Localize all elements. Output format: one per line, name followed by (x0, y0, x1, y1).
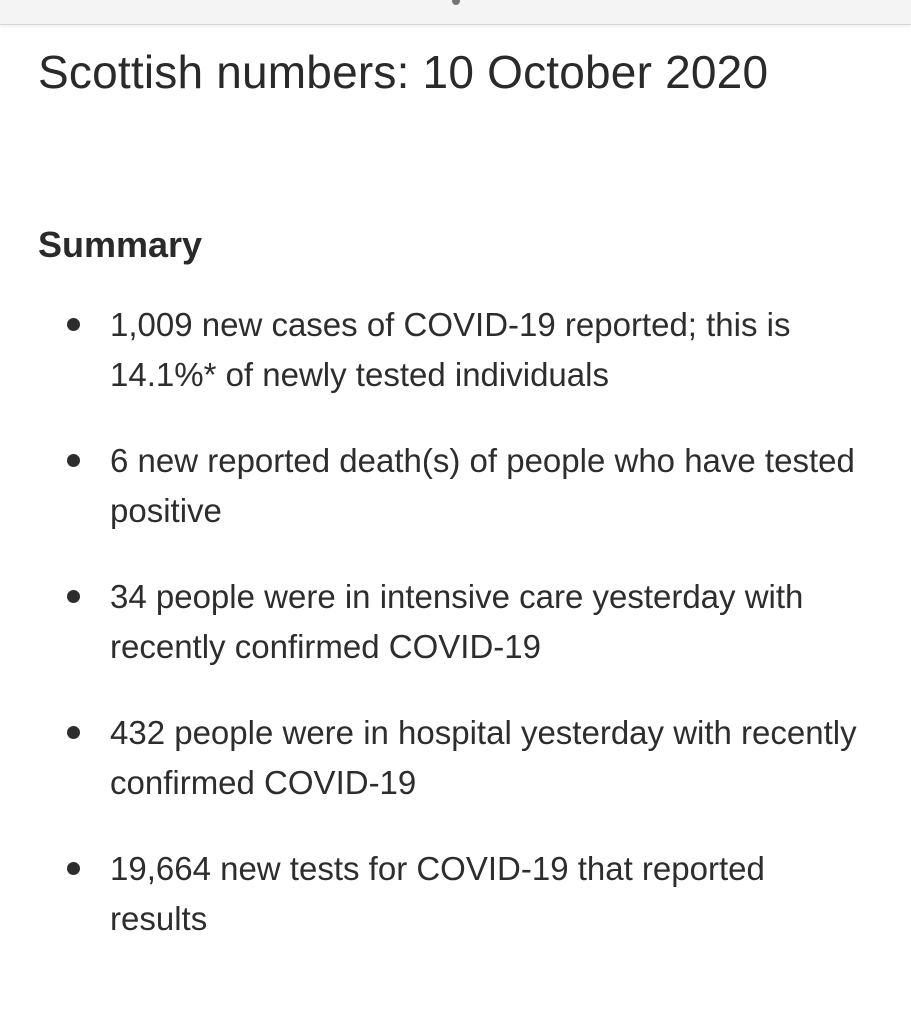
list-item (38, 844, 870, 944)
browser-top-bar (0, 0, 911, 25)
summary-heading: Summary (38, 224, 203, 265)
bullet-icon (67, 862, 80, 875)
cropped-glyph (452, 0, 460, 5)
list-item-text: 19,664 new tests for COVID-19 that reported results (110, 850, 765, 937)
list-item (38, 300, 870, 400)
bullet-icon (67, 590, 80, 603)
article-content (38, 40, 888, 980)
list-item (38, 572, 870, 672)
list-item (38, 708, 870, 808)
list-item-text: 34 people were in intensive care yesterday with recently confirmed COVID-19 (110, 578, 804, 665)
summary-list (38, 300, 888, 944)
bullet-icon (67, 454, 80, 467)
list-item-text: 6 new reported death(s) of people who have tested positive (110, 442, 855, 529)
list-item (38, 436, 870, 536)
list-item-text: 1,009 new cases of COVID-19 reported; this is 14.1%* of newly tested individuals (110, 306, 791, 393)
bullet-icon (67, 318, 80, 331)
page-title: Scottish numbers: 10 October 2020 (38, 46, 769, 98)
list-item-text: 432 people were in hospital yesterday with recently confirmed COVID-19 (110, 714, 857, 801)
bullet-icon (67, 726, 80, 739)
